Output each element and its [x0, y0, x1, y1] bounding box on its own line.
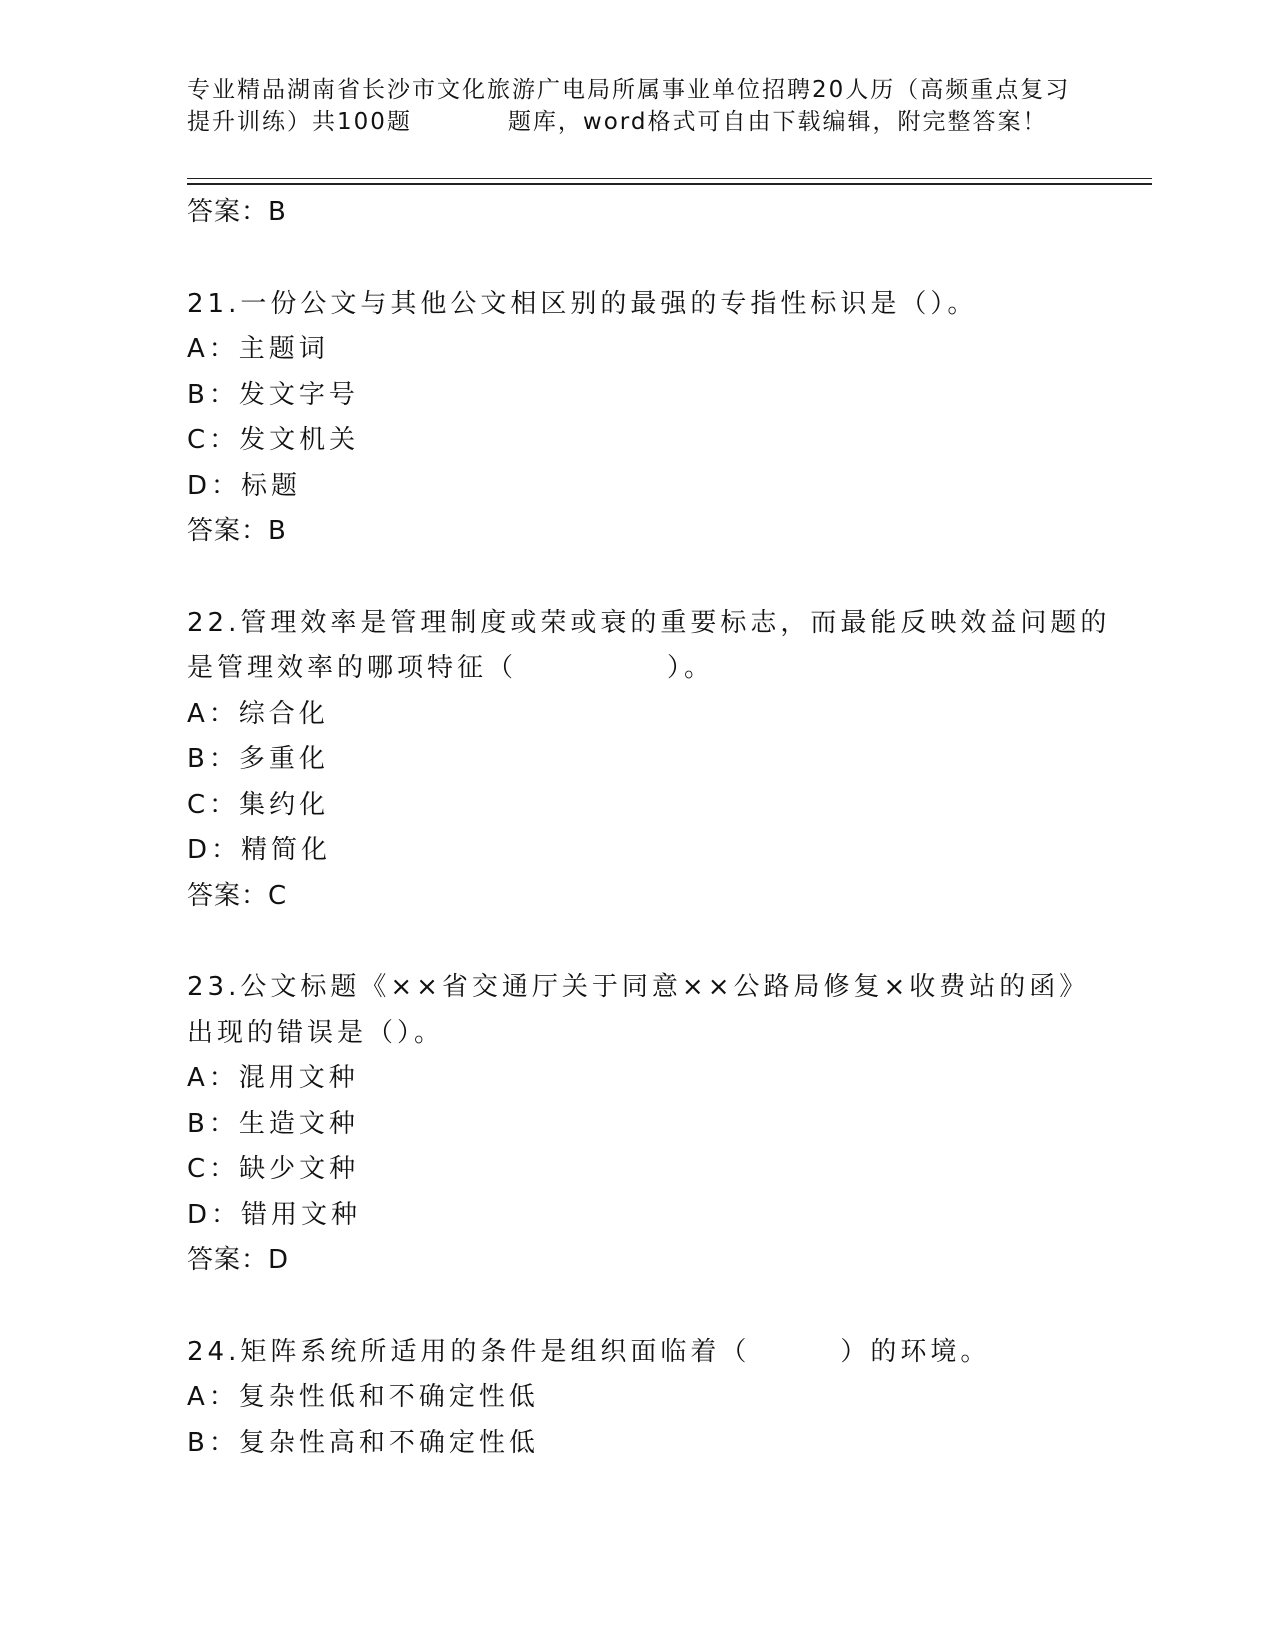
header-divider-thick: [187, 183, 1152, 185]
document-header: [187, 74, 1077, 138]
option-c: C：集约化: [187, 789, 330, 820]
option-a: A：复杂性低和不确定性低: [187, 1382, 539, 1412]
question-23: [187, 965, 1147, 1284]
question-24: [187, 1330, 1147, 1467]
question-stem: 23.公文标题《××省交通厅关于同意××公路局修复×收费站的函》: [187, 972, 1090, 1002]
question-stem-continued: 是管理效率的哪项特征（ ）。: [187, 653, 715, 683]
option-a: A：主题词: [187, 334, 329, 364]
answer-line: 答案：C: [187, 880, 288, 911]
option-d: D：标题: [187, 470, 302, 501]
question-22: [187, 601, 1147, 920]
question-stem: 24.矩阵系统所适用的条件是组织面临着（ ）的环境。: [187, 1336, 991, 1367]
option-a: A：混用文种: [187, 1063, 359, 1093]
header-line-1: 专业精品湖南省长沙市文化旅游广电局所属事业单位招聘20人历（高频重点复习: [187, 77, 1071, 103]
option-d: D：错用文种: [187, 1199, 362, 1230]
question-stem: 22.管理效率是管理制度或荣或衰的重要标志，而最能反映效益问题的: [187, 607, 1111, 638]
header-line-2b: 题库，word格式可自由下载编辑，附完整答案！: [507, 109, 1048, 135]
option-b: B：多重化: [187, 744, 329, 774]
option-c: C：发文机关: [187, 425, 360, 455]
question-21: [187, 282, 1147, 555]
option-b: B：复杂性高和不确定性低: [187, 1427, 539, 1458]
option-d: D：精简化: [187, 835, 332, 865]
header-line-2: [187, 106, 1077, 138]
header-line-2a: 提升训练）共100题: [187, 109, 412, 135]
header-divider-thin: [187, 178, 1152, 179]
question-stem-continued: 出现的错误是（）。: [187, 1017, 445, 1048]
answer-line: 答案：B: [187, 197, 287, 227]
answer-line: 答案：D: [187, 1245, 290, 1275]
option-b: B：发文字号: [187, 379, 359, 410]
question-list: [187, 190, 1147, 1466]
option-c: C：缺少文种: [187, 1154, 360, 1184]
answer-line: 答案：B: [187, 516, 287, 546]
option-b: B：生造文种: [187, 1108, 359, 1139]
question-stem: 21.一份公文与其他公文相区别的最强的专指性标识是（）。: [187, 288, 978, 319]
option-a: A：综合化: [187, 698, 329, 729]
